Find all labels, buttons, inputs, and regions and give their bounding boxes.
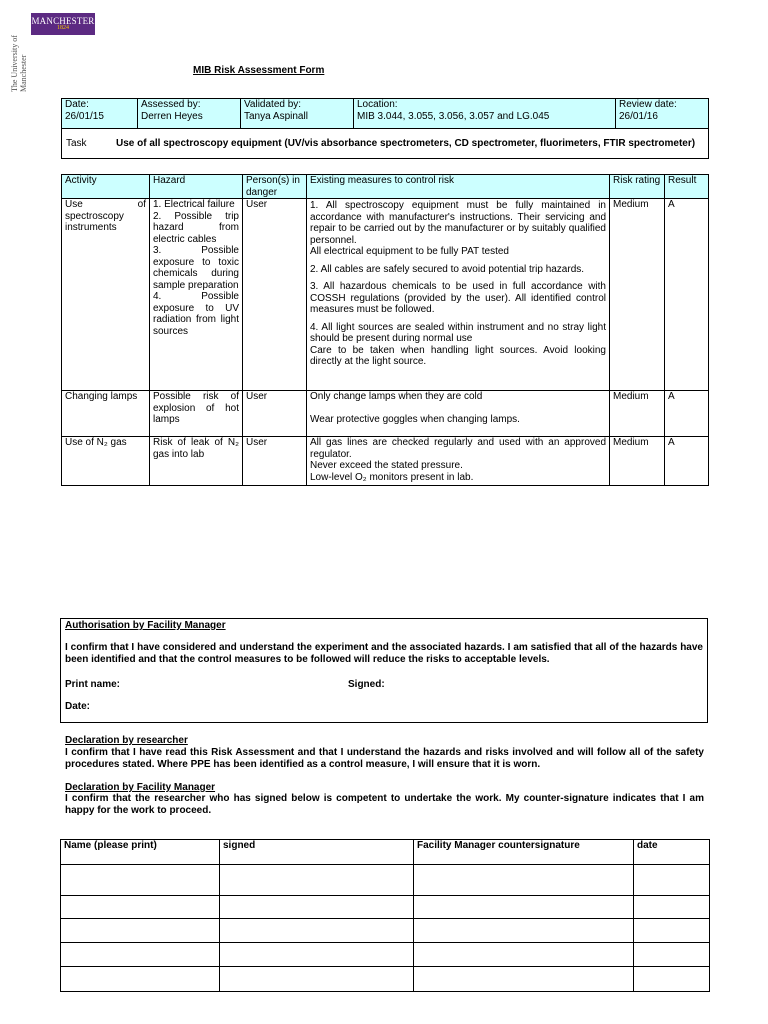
- hazard-cell: Risk of leak of N₂ gas into lab: [150, 437, 243, 486]
- declaration-manager-heading: Declaration by Facility Manager: [65, 782, 216, 793]
- authorisation-box: [60, 618, 708, 723]
- logo-wordmark: MANCHESTER: [31, 16, 95, 26]
- logo-year: 1824: [57, 25, 69, 31]
- review-value: 26/01/16: [619, 110, 658, 122]
- university-logo: [31, 13, 95, 35]
- validated-value: Tanya Aspinall: [244, 110, 308, 122]
- person-cell: User: [243, 437, 307, 486]
- location-value: MIB 3.044, 3.055, 3.056, 3.057 and LG.045: [357, 110, 550, 122]
- measure-item: 1. All spectroscopy equipment must be fully maintained in accordance with manufacturer's instructions. Their servicing and repair to be carried out by the manufacturer or by suitably qualified personnel.: [310, 200, 606, 246]
- measures-cell: [307, 199, 610, 391]
- col-header-persons: Person(s) in danger: [243, 175, 307, 199]
- sig-countersign-cell[interactable]: [414, 943, 634, 967]
- declaration-manager-text: I confirm that the researcher who has signed below is competent to undertake the work. My counter-signature indicates that I am happy for the work to proceed.: [65, 793, 704, 816]
- col-header-hazard: Hazard: [150, 175, 243, 199]
- sig-name-cell[interactable]: [61, 967, 220, 992]
- result-cell: A: [665, 391, 709, 437]
- sig-header-date: date: [634, 840, 710, 865]
- measure-item: 2. All cables are safely secured to avoid potential trip hazards.: [310, 263, 585, 275]
- print-name-label: Print name:: [65, 679, 121, 690]
- measures-cell: [307, 391, 610, 437]
- authorisation-text: I confirm that I have considered and understand the experiment and the associated hazards. I am satisfied that all of the hazards have been identified and that the control measures to be followed will reduce the risks to acceptable levels.: [65, 642, 703, 665]
- declaration-researcher-text: I confirm that I have read this Risk Assessment and that I understand the hazards and risks involved and will follow all of the safety procedures stated. Where PPE has been identified as a control measure, I will ensure that it is worn.: [65, 747, 704, 770]
- result-cell: A: [665, 199, 709, 391]
- hazard-item: 1. Electrical failure: [153, 199, 235, 210]
- validated-cell: [241, 99, 354, 129]
- form-title: MIB Risk Assessment Form: [193, 65, 325, 76]
- declaration-researcher-heading: Declaration by researcher: [65, 735, 188, 746]
- sig-name-cell[interactable]: [61, 919, 220, 943]
- sig-date-cell[interactable]: [634, 943, 710, 967]
- table-row: [61, 967, 710, 992]
- date-value: 26/01/15: [65, 110, 104, 122]
- table-row: [62, 391, 709, 437]
- signature-table: [60, 839, 710, 992]
- sig-signed-cell[interactable]: [220, 919, 414, 943]
- risk-table: [61, 174, 709, 486]
- person-cell: User: [243, 391, 307, 437]
- task-label: Task: [66, 137, 87, 149]
- activity-cell: Changing lamps: [62, 391, 150, 437]
- location-cell: [354, 99, 616, 129]
- rating-cell: Medium: [610, 437, 665, 486]
- table-row: [61, 943, 710, 967]
- sig-signed-cell[interactable]: [220, 967, 414, 992]
- hazard-item: 2. Possible trip hazard from electric cables: [153, 210, 239, 245]
- hazard-item: 4. Possible exposure to UV radiation from light sources: [153, 291, 239, 337]
- header-table: [61, 98, 709, 159]
- col-header-measures: Existing measures to control risk: [307, 175, 610, 199]
- sig-header-name: Name (please print): [61, 840, 220, 865]
- task-value: Use of all spectroscopy equipment (UV/vis absorbance spectrometers, CD spectrometer, fluorimeters, FTIR spectrometer): [116, 137, 696, 149]
- measure-item: Never exceed the stated pressure.: [310, 460, 463, 471]
- measure-item: Low-level O₂ monitors present in lab.: [310, 471, 474, 483]
- measure-item: Care to be taken when handling light sources. Avoid looking directly at the light source.: [310, 344, 606, 367]
- activity-cell: Use of N₂ gas: [62, 437, 150, 486]
- measure-item: All electrical equipment to be fully PAT tested: [310, 246, 509, 257]
- measure-item: Only change lamps when they are cold: [310, 391, 483, 402]
- col-header-activity: Activity: [62, 175, 150, 199]
- measure-item: All gas lines are checked regularly and used with an approved regulator.: [310, 437, 606, 460]
- sig-countersign-cell[interactable]: [414, 919, 634, 943]
- hazard-item: 3. Possible exposure to toxic chemicals during sample preparation: [153, 245, 239, 291]
- sig-signed-cell[interactable]: [220, 943, 414, 967]
- col-header-rating: Risk rating: [610, 175, 665, 199]
- table-row: [61, 919, 710, 943]
- sig-countersign-cell[interactable]: [414, 865, 634, 896]
- date-label-auth: Date:: [65, 701, 91, 712]
- assessed-cell: [138, 99, 241, 129]
- task-cell: [62, 129, 709, 159]
- sig-signed-cell[interactable]: [220, 865, 414, 896]
- sig-countersign-cell[interactable]: [414, 896, 634, 919]
- sig-name-cell[interactable]: [61, 896, 220, 919]
- rating-cell: Medium: [610, 199, 665, 391]
- university-name-vertical: The University of Manchester: [10, 35, 28, 92]
- result-cell: A: [665, 437, 709, 486]
- location-label: Location:: [357, 99, 398, 110]
- assessed-value: Derren Heyes: [141, 110, 203, 122]
- measure-item: Wear protective goggles when changing lamps.: [310, 413, 520, 425]
- sig-date-cell[interactable]: [634, 896, 710, 919]
- assessed-label: Assessed by:: [141, 99, 201, 110]
- review-label: Review date:: [619, 99, 677, 110]
- signed-label: Signed:: [348, 679, 385, 690]
- sig-date-cell[interactable]: [634, 865, 710, 896]
- measure-item: 4. All light sources are sealed within instrument and no stray light should be present during normal use: [310, 321, 606, 344]
- table-row: [62, 199, 709, 391]
- sig-date-cell[interactable]: [634, 919, 710, 943]
- validated-label: Validated by:: [244, 99, 302, 110]
- sig-header-countersignature: Facility Manager countersignature: [414, 840, 634, 865]
- sig-header-signed: signed: [220, 840, 414, 865]
- date-cell: [62, 99, 138, 129]
- table-row: [61, 865, 710, 896]
- hazard-cell: [150, 199, 243, 391]
- sig-name-cell[interactable]: [61, 865, 220, 896]
- measures-cell: [307, 437, 610, 486]
- date-label: Date:: [65, 99, 89, 110]
- col-header-result: Result: [665, 175, 709, 199]
- measure-item: 3. All hazardous chemicals to be used in full accordance with COSSH regulations (provided by the user). All identified control measures must be followed.: [310, 281, 606, 315]
- table-row: [61, 896, 710, 919]
- authorisation-heading: Authorisation by Facility Manager: [65, 620, 226, 631]
- rating-cell: Medium: [610, 391, 665, 437]
- sig-name-cell[interactable]: [61, 943, 220, 967]
- person-cell: User: [243, 199, 307, 391]
- activity-cell: Use of spectroscopy instruments: [62, 199, 150, 391]
- sig-date-cell[interactable]: [634, 967, 710, 992]
- table-row: [62, 437, 709, 486]
- sig-countersign-cell[interactable]: [414, 967, 634, 992]
- review-cell: [616, 99, 709, 129]
- hazard-cell: Possible risk of explosion of hot lamps: [150, 391, 243, 437]
- sig-signed-cell[interactable]: [220, 896, 414, 919]
